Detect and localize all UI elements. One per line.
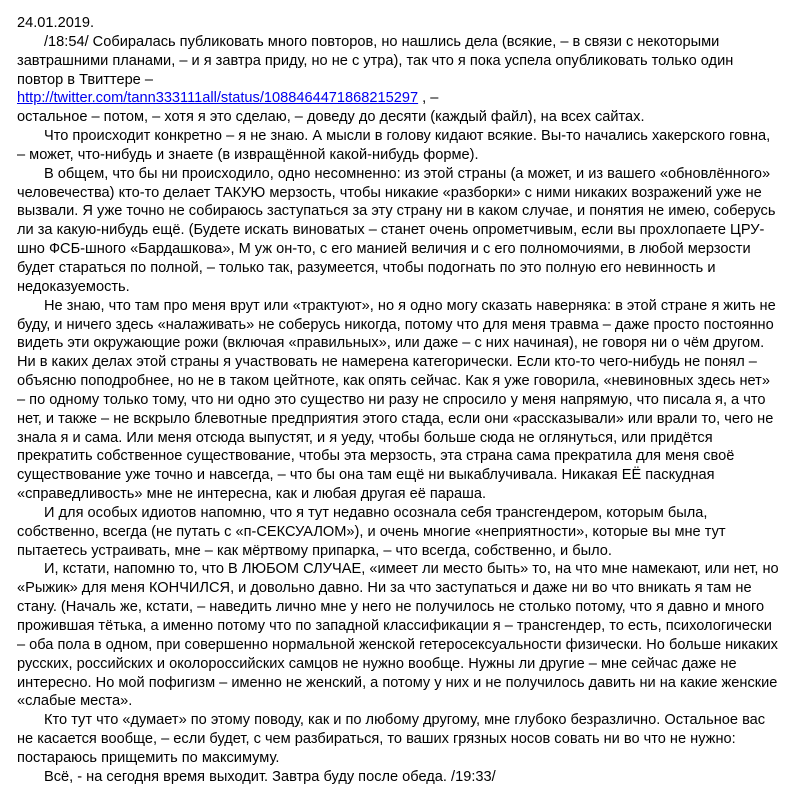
paragraph-intro (17, 33, 779, 90)
post-date: 24.01.2019. (17, 15, 95, 31)
twitter-status-link[interactable]: http://twitter.com/tann333111all/status/1088464471868215297 (17, 90, 419, 107)
link-suffix: , – (418, 90, 439, 107)
document-page (17, 14, 779, 787)
paragraph-5: И для особых идиотов напомню, что я тут недавно осознала себя трансгендером, которым была, собственно, всегда (не путать с «п-СЕКСУАЛОМ»), и очень многие «неприятности», которые вы мне тут пытаетесь устраивать, мне – как мёртвому припарка, – что всегда, собственно, и было. (17, 504, 726, 559)
paragraph-3: В общем, что бы ни происходило, одно несомненно: из этой страны (а может, и из вашего «обновлённого» человечества) кто-то делает ТАКУЮ мерзость, чтобы никакие «разборки» с ними никаких возражений уже не вызвали. Я уже точно не собираюсь заступаться за эту страну ни в каком случае, и понятия не имею, соберусь ли за какую-нибудь ещё. (Будете искать виноватых – станет очень опрометчивым, если вы прохлопаете ЦРУ-шно ФСБ-шного «Бардашкова», М уж он-то, с его манией величия и с его полномочиями, в любой мерзости будет стараться по полной, – только так, разумеется, чтобы подогнать по это полную его невинность и недоказуемость. (17, 165, 776, 295)
paragraph-link-line (17, 89, 779, 108)
intro-text: /18:54/ Собиралась публиковать много повторов, но нашлись дела (всякие, – в связи с некоторыми завтрашними планами, – и я завтра приду, но не с утра), так что я пока успела опубликовать только один повтор в Твиттере – (17, 33, 734, 88)
paragraph-4: Не знаю, что там про меня врут или «трактуют», но я одно могу сказать наверняка: в этой стране я жить не буду, и ничего здесь «налаживать» не соберусь никогда, потому что для меня травма – даже просто постоянно видеть эти окружающие рожи (включая «правильных», или даже – с них начиная), не говоря ни о чём другом. Ни в каких делах этой страны я участвовать не намерена категорически. Если кто-то чего-нибудь не понял – объясню поподробнее, но не в таком цейтноте, как опять сейчас. Как я уже говорила, «невиновных здесь нет» – по одному только тому, что ни одно это существо ни разу не спросило у меня напрямую, что писала я, а что нет, и также – не вскрыло блевотные предприятия этого стада, если они «рассказывали» или врали то, чего не знала я и сама. Или меня отсюда выпустят, и я уеду, чтобы больше сюда не оглянуться, или придётся прекратить собственное существование, чтобы эта мерзость, эта страна сама прекратила для меня своё существование уже точно и навсегда, – что бы она там ещё ни выкаблучивала. Никакая ЕЁ паскудная «справедливость» мне не интересна, как и любая другая её параша. (17, 297, 776, 503)
paragraph-6: И, кстати, напомню то, что В ЛЮБОМ СЛУЧАЕ, «имеет ли место быть» то, на что мне намекают, или нет, но «Рыжик» для меня КОНЧИЛСЯ, и довольно давно. Ни за что заступаться и даже ни во что вникать я там не стану. (Началь же, кстати, – наведить лично мне у него не получилось не столько потому, что я давно и много прожившая тётька, а именно потому что по западной классификации я – трансгендер, то есть, психологически – оба пола в одном, при совершенно нормальной женской гетеросексуальности физически. Но больше никаких русских, российских и околороссийских самцов не нужно вообще. Нужны ли другие – мне сейчас даже не интересно. Но мой пофигизм – именно не женский, а потому у них и не получилось давить ни на какие женские «слабые места». (17, 561, 779, 710)
paragraph-2: Что происходит конкретно – я не знаю. А мысли в голову кидают всякие. Вы-то начались хакерского говна, – может, что-нибудь и знаете (в извращённой какой-нибудь форме). (17, 128, 771, 163)
paragraph-7: Кто тут что «думает» по этому поводу, как и по любому другому, мне глубоко безразлично. Остальное вас не касается вообще, – если будет, с чем разбираться, то ваших грязных носов совать ни во что не нужно: постараюсь прищемить по максимуму. (17, 712, 766, 766)
paragraph-rest: остальное – потом, – хотя я это сделаю, – доведу до десяти (каждый файл), на всех сайтах. (17, 109, 645, 126)
paragraph-8: Всё, - на сегодня время выходит. Завтра буду после обеда. /19:33/ (44, 768, 496, 785)
